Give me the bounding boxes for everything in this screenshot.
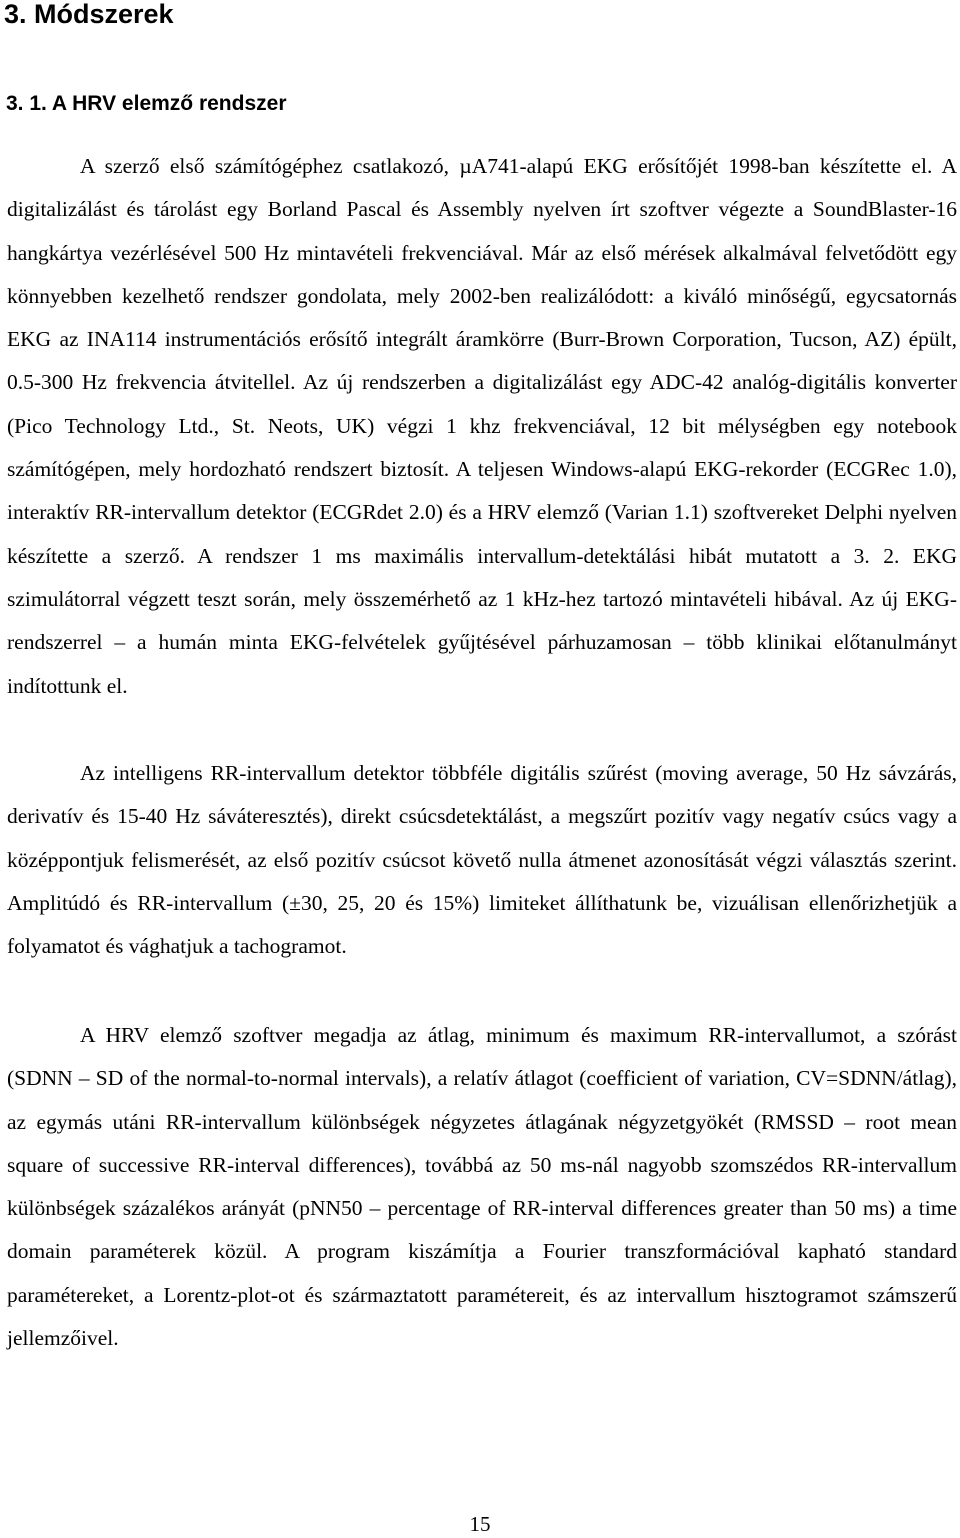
page-number: 15 bbox=[469, 1512, 491, 1536]
paragraph-hrv-analysis: A HRV elemző szoftver megadja az átlag, minimum és maximum RR-intervallumot, a szórást (SDNN – SD of the normal-to-normal intervals), a relatív átlagot (coefficient of variation, CV=SDNN/átlag), az egymás utáni RR-intervallum különbségek négyzetes átlagának négyzetgyökét (RMSSD – root mean square of successive RR-interval differences), továbbá az 50 ms-nál nagyobb szomszédos RR-intervallum különbségek százalékos arányát (pNN50 – percentage of RR-interval differences greater than 50 ms) a time domain paraméterek közül. A program kiszámítja a Fourier transzformációval kapható standard paramétereket, a Lorentz-plot-ot és származtatott paramétereit, és az intervallum hisztogramot számszerű jellemzőivel. bbox=[7, 1023, 957, 1351]
paragraph-rr-detector: Az intelligens RR-intervallum detektor többféle digitális szűrést (moving average, 50 Hz sávzárás, derivatív és 15-40 Hz sáváteresztés), direkt csúcsdetektálást, a megszűrt pozitív vagy negatív csúcs vagy a középpontjuk felismerését, az első pozitív csúcsot követő nulla átmenet azonosítását végzi választás szerint. Amplitúdó és RR-intervallum (±30, 25, 20 és 15%) limiteket állíthatunk be, vizuálisan ellenőrizhetjük a folyamatot és vághatjuk a tachogramot. bbox=[7, 761, 957, 959]
section-title: 3. 1. A HRV elemző rendszer bbox=[6, 92, 287, 115]
paragraph-hrv-system: A szerző első számítógéphez csatlakozó, µA741-alapú EKG erősítőjét 1998-ban készítette el. A digitalizálást és tárolást egy Borland Pascal és Assembly nyelven írt szoftver végezte a SoundBlaster-16 hangkártya vezérlésével 500 Hz mintavételi frekvenciával. Már az első mérések alkalmával felvetődött egy könnyebben kezelhető rendszer gondolata, mely 2002-ben realizálódott: a kiváló minőségű, egycsatornás EKG az INA114 instrumentációs erősítő integrált áramkörre (Burr-Brown Corporation, Tucson, AZ) épült, 0.5-300 Hz frekvencia átvitellel. Az új rendszerben a digitalizálást egy ADC-42 analóg-digitális konverter (Pico Technology Ltd., St. Neots, UK) végzi 1 khz frekvenciával, 12 bit mélységben egy notebook számítógépen, mely hordozható rendszert biztosít. A teljesen Windows-alapú EKG-rekorder (ECGRec 1.0), interaktív RR-intervallum detektor (ECGRdet 2.0) és a HRV elemző (Varian 1.1) szoftvereket Delphi nyelven készítette a szerző. A rendszer 1 ms maximális intervallum-detektálási hibát mutatott a 3. 2. EKG szimulátorral végzett teszt során, mely összemérhető az 1 kHz-hez tartozó mintavételi hibával. Az új EKG-rendszerrel – a humán minta EKG-felvételek gyűjtésével párhuzamosan – több klinikai előtanulmányt indítottunk el. bbox=[7, 154, 957, 698]
chapter-title: 3. Módszerek bbox=[4, 0, 174, 29]
